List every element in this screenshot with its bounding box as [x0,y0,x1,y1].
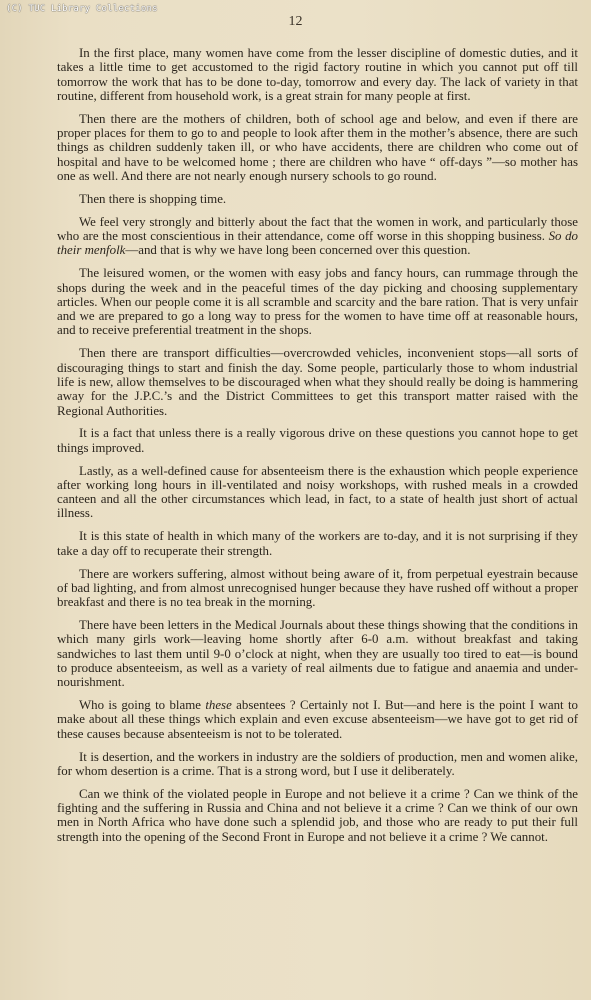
body-text [57,46,578,853]
paragraph-4-part-2: —and that is why we have long been concerned over this question. [125,243,471,258]
paragraph-9: It is this state of health in which many of the workers are to-day, and it is not surprising if they take a day off to recuperate their strength. [57,529,578,558]
copyright-watermark: (C) TUC Library Collections [6,4,158,14]
paragraph-4-italic: So do their menfolk [57,229,578,258]
paragraph-8: Lastly, as a well-defined cause for absenteeism there is the exhaustion which people experience after working long hours in ill-ventilated and noisy workshops, with rushed meals in a crowded canteen and all the other circumstances which lead, in fact, to a state of health just short of actual illness. [57,463,578,521]
page-number: 12 [288,14,303,29]
paragraph-7: It is a fact that unless there is a really vigorous drive on these questions you cannot hope to get things improved. [57,426,578,455]
paragraph-4 [57,215,578,258]
paragraph-5: The leisured women, or the women with easy jobs and fancy hours, can rummage through the shops during the week and in the peaceful times of the day picking and choosing supplementary articles. When our people come it is all scramble and scarcity and the bare ration. That is very unfair and we are prepared to go a long way to press for the women to have time off at reasonable hours, and to receive preferential treatment in the shops. [57,266,578,338]
paragraph-12 [57,698,578,741]
paragraph-11: There have been letters in the Medical Journals about these things showing that the conditions in which many girls work—leaving home shortly after 6-0 a.m. without breakfast and taking sandwiches to last them until 9-0 o’clock at night, when they are usually too tired to eat—is bound to produce absenteeism, as well as a variety of real ailments due to fatigue and anaemia and under-nourishment. [57,618,578,690]
paragraph-1: In the first place, many women have come from the lesser discipline of domestic duties, and it takes a little time to get accustomed to the rigid factory routine in which you cannot put off till tomorrow the work that has to be done to-day, tomorrow and every day. The lack of variety in that routine, different from household work, is a great strain for many people at first. [57,46,578,103]
paragraph-10: There are workers suffering, almost without being aware of it, from perpetual eyestrain because of bad lighting, and from almost unrecognised hunger because they have rushed off without a proper breakfast and there is no tea break in the morning. [57,566,578,610]
paragraph-13: It is desertion, and the workers in industry are the soldiers of production, men and women alike, for whom desertion is a crime. That is a strong word, but I use it deliberately. [57,749,578,778]
paragraph-12-part-1: Who is going to blame [79,698,206,713]
paragraph-4-part-1: We feel very strongly and bitterly about the fact that the women in work, and particularly those who are the most conscientious in their attendance, come off worse in this shopping business. [57,214,578,244]
paragraph-3: Then there is shopping time. [79,191,227,206]
paragraph-2: Then there are the mothers of children, both of school age and below, and even if there are proper places for them to go to and people to look after them in the mother’s absence, there are such things as children suddenly taken ill, or who have accidents, there are children who come out of hospital and have to be welcomed home ; there are children who have “ off-days ”—so mother has one as well. And there are not nearly enough nursery schools to go round. [57,111,578,183]
paragraph-6: Then there are transport difficulties—overcrowded vehicles, inconvenient stops—all sorts of discouraging things to start and finish the day. Some people, particularly those to whom industrial life is new, allow themselves to be discouraged when what they should really be doing is hammering away for the J.P.C.’s and the District Committees to get this transport matter raised with the Regional Authorities. [57,346,578,418]
paragraph-14: Can we think of the violated people in Europe and not believe it a crime ? Can we think of the fighting and the suffering in Russia and China and not believe it a crime ? Can we think of our own men in North Africa who have done such a splendid job, and those who are ready to put their full strength into the opening of the Second Front in Europe and not believe it a crime ? We cannot. [57,786,578,844]
paragraph-12-italic: these [205,698,232,713]
paragraph-12-part-2: absentees ? Certainly not I. But—and here is the point I want to make about all these things which explain and even excuse absenteeism—we have got to get rid of these causes because absenteeism is not to be tolerated. [57,698,578,741]
